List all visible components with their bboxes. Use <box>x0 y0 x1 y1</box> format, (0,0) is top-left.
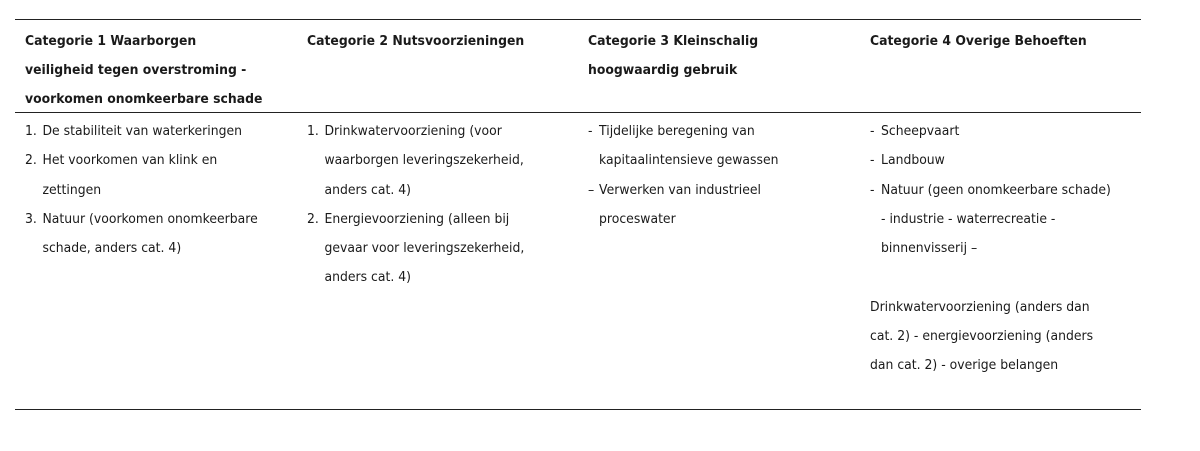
list-item <box>588 176 836 235</box>
cell-category-4 <box>870 117 1117 381</box>
list-item-text: Het voorkomen van klink en zettingen <box>42 152 218 198</box>
header-category-3-line: hoogwaardig gebruik <box>588 62 738 78</box>
list-marker: - <box>870 152 875 169</box>
list-item-text: De stabiliteit van waterkeringen <box>42 123 242 139</box>
list-item <box>870 176 1117 264</box>
list-item <box>307 117 555 205</box>
list-item-text: Scheepvaart <box>881 123 960 139</box>
header-category-4-line: Categorie 4 Overige Behoeften <box>870 33 1087 49</box>
list-item-text: Tijdelijke beregening van kapitaalintensieve gewassen <box>599 123 779 169</box>
cell-category-2 <box>307 117 555 293</box>
list-item <box>25 146 273 205</box>
list-item-text: Natuur (geen onomkeerbare schade) - industrie - waterrecreatie - binnenvisserij – <box>881 181 1111 257</box>
list-item <box>25 117 273 146</box>
category-4-paragraph: Drinkwatervoorziening (anders dan cat. 2) - energievoorziening (anders dan cat. 2) - overige belangen <box>870 298 1094 374</box>
list-marker: - <box>870 123 875 139</box>
list-item <box>307 205 555 293</box>
header-category-1-line: Categorie 1 Waarborgen <box>25 33 197 49</box>
list-item-text: Landbouw <box>881 152 945 169</box>
table-bottom-rule <box>15 409 1141 410</box>
list-item <box>870 117 1117 146</box>
list-marker: 1. <box>25 123 37 139</box>
list-item <box>25 205 273 264</box>
header-category-1 <box>25 27 273 114</box>
list-marker: 2. <box>307 210 319 227</box>
list-marker: 2. <box>25 152 37 169</box>
header-category-3 <box>588 27 836 85</box>
header-category-1-line: veiligheid tegen overstroming - <box>25 62 247 78</box>
cell-category-1 <box>25 117 273 263</box>
list-item-text: Drinkwatervoorziening (voor waarborgen leveringszekerheid, anders cat. 4) <box>324 123 524 198</box>
header-category-3-line: Categorie 3 Kleinschalig <box>588 33 759 49</box>
list-marker: - <box>870 181 875 198</box>
list-item <box>588 117 836 176</box>
list-item-text: Energievoorziening (alleen bij gevaar voor leveringszekerheid, anders cat. 4) <box>324 210 525 286</box>
list-item-text: Verwerken van industrieel proceswater <box>599 181 761 227</box>
table-top-rule <box>15 19 1141 20</box>
list-marker: 3. <box>25 210 37 227</box>
list-marker: – <box>588 181 595 198</box>
list-marker: - <box>588 123 593 139</box>
header-category-2-line: Categorie 2 Nutsvoorzieningen <box>307 33 525 49</box>
header-category-1-line: voorkomen onomkeerbare schade <box>25 91 263 107</box>
list-item <box>870 146 1117 175</box>
cell-category-3 <box>588 117 836 234</box>
header-category-4 <box>870 27 1117 56</box>
list-item-text: Natuur (voorkomen onomkeerbare schade, anders cat. 4) <box>42 210 258 257</box>
paragraph-gap <box>870 263 1117 292</box>
header-category-2 <box>307 27 555 56</box>
list-marker: 1. <box>307 123 319 139</box>
